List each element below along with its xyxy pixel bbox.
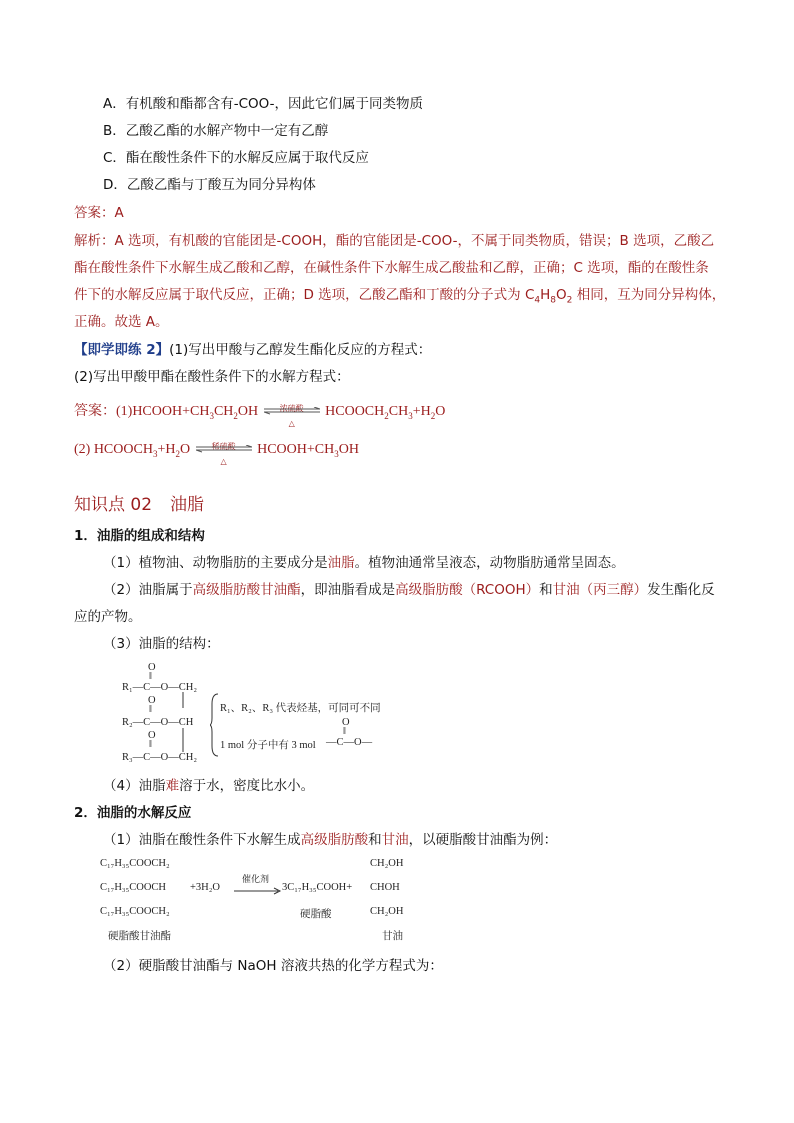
practice-q2: (2)写出甲酸甲酯在酸性条件下的水解方程式： <box>74 369 350 385</box>
reaction-arrow-1: 浓硫酸 △ <box>264 403 320 421</box>
reaction-arrow-2: 稀硫酸 △ <box>196 441 252 459</box>
section-number: 知识点 02 <box>74 495 153 515</box>
option-d: D．乙酸乙酯与丁酸互为同分异构体 <box>103 177 316 193</box>
part1-p2: （2）油脂属于高级脂肪酸甘油酯，即油脂看成是高级脂肪酸（RCOOH）和甘油（丙三醇）发生酯化反 <box>103 582 715 598</box>
option-a: A．有机酸和酯都含有-COO-，因此它们属于同类物质 <box>103 96 424 112</box>
option-b: B．乙酸乙酯的水解产物中一定有乙醇 <box>103 123 329 139</box>
fat-structure-diagram: O ‖ R₁—C—O—CH₂ O ‖ R₂—C—O—CH O ‖ R₃—C—O—CH₂ R₁、R₂、R₃ 代表烃基，可同可不同 O ‖ 1 mol 分子中有 3 mol —C—O— <box>122 662 381 763</box>
part1-p2-cont: 应的产物。 <box>74 609 142 625</box>
section-heading <box>74 490 204 515</box>
section-title: 油脂 <box>170 495 205 515</box>
analysis-line-1: 解析：A 选项，有机酸的官能团是-COOH，酯的官能团是-COO-，不属于同类物质，错误；B 选项，乙酸乙 <box>74 233 715 249</box>
part2-p2: （2）硬脂酸甘油酯与 NaOH 溶液共热的化学方程式为： <box>103 958 443 974</box>
part1-p3: （3）油脂的结构： <box>103 636 220 652</box>
part1-p1: （1）植物油、动物脂肪的主要成分是油脂。植物油通常呈液态，动物脂肪通常呈固态。 <box>103 555 625 571</box>
answer-1: 答案：A <box>74 205 124 221</box>
practice-tag: 【即学即练 2】 <box>74 342 170 358</box>
part1-p4: （4）油脂难溶于水，密度比水小。 <box>103 778 315 794</box>
equation-1: 答案：$(1)HCOOH+CH_3CH_2OH$ 浓硫酸 △ $HCOOCH_2CH_3+H_2O$ <box>74 403 446 428</box>
practice-q1: 【即学即练 2】(1)写出甲酸与乙醇发生酯化反应的方程式： <box>74 342 432 358</box>
analysis-line-4: 正确。故选 A。 <box>74 314 169 330</box>
hydrolysis-diagram: C₁₇H₃₅COOCH₂ C₁₇H₃₅COOCH C₁₇H₃₅COOCH₂ +3H₂O 催化剂 3C₁₇H₃₅COOH+ CH₂OH CHOH CH₂OH 硬脂酸甘油酯 硬脂酸 甘油 <box>100 858 404 942</box>
part2-title: 2．油脂的水解反应 <box>74 805 192 821</box>
part2-p1: （1）油脂在酸性条件下水解生成高级脂肪酸和甘油，以硬脂酸甘油酯为例： <box>103 832 558 848</box>
analysis-line-3: 件下的水解反应属于取代反应，正确；D 选项，乙酸乙酯和丁酸的分子式为 $C_4H_8O_2$ 相同，互为同分异构体， <box>74 287 726 306</box>
analysis-line-2: 酯在酸性条件下水解生成乙酸和乙醇，在碱性条件下水解生成乙酸盐和乙醇，正确；C 选项，酯的在酸性条 <box>74 260 709 276</box>
equation-2: (2) $HCOOCH_3+H_2O$ 稀硫酸 △ $HCOOH+CH_3OH$ <box>74 441 359 466</box>
part1-title: 1．油脂的组成和结构 <box>74 528 205 544</box>
option-c: C．酯在酸性条件下的水解反应属于取代反应 <box>103 150 369 166</box>
